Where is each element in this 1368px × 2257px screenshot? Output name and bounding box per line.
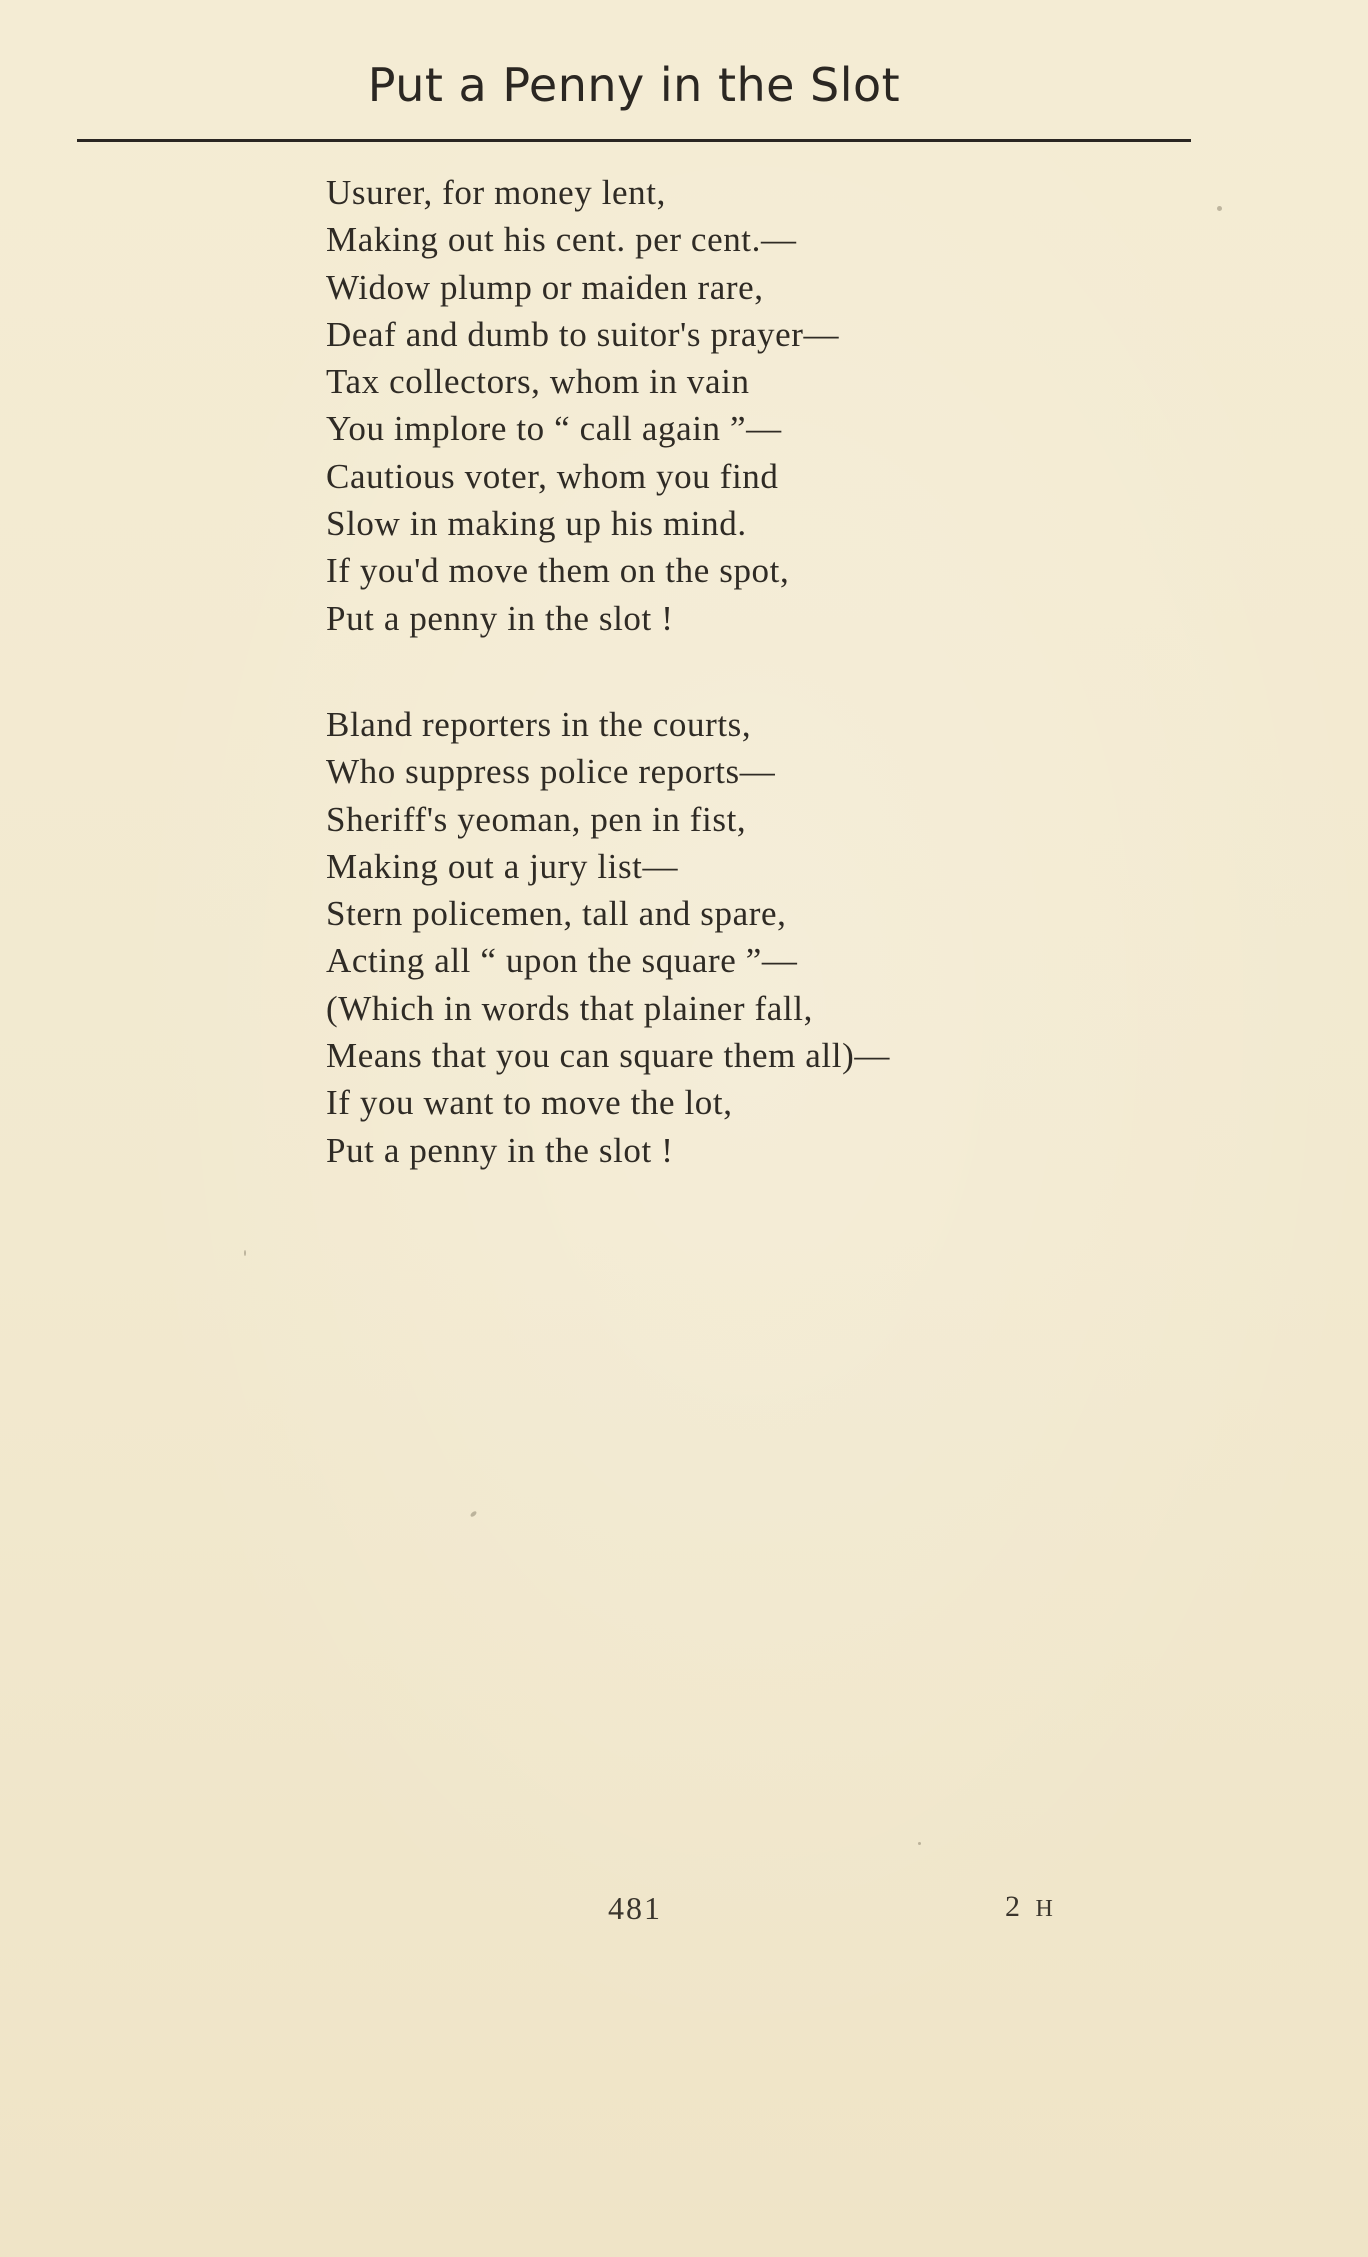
poem-line: Sheriff's yeoman, pen in fist, [326,799,747,839]
poem-line: Bland reporters in the courts, [326,704,752,744]
stanza-1 [326,169,1086,642]
poem-line: Stern policemen, tall and spare, [326,894,787,934]
poem-line: Tax collectors, whom in vain [326,362,750,402]
poem-line: Acting all “ upon the square ”— [326,941,798,981]
poem-line: Usurer, for money lent, [326,173,666,212]
poem-line: You implore to “ call again ”— [326,409,782,449]
poem-line: Slow in making up his mind. [326,504,747,544]
poem-line: Means that you can square them all)— [326,1036,890,1076]
page-number: 481 [608,1890,662,1926]
poem-line: Making out a jury list— [326,846,679,886]
paper-speck [1217,206,1222,211]
poem [326,169,1086,1174]
stanza-2 [326,701,1086,1174]
poem-line: If you want to move the lot, [326,1083,733,1123]
header-rule [77,139,1191,142]
paper-speck [244,1250,246,1256]
poem-line: If you'd move them on the spot, [326,551,790,591]
poem-line: Cautious voter, whom you find [326,456,779,496]
poem-line: Making out his cent. per cent.— [326,220,797,260]
paper-speck [470,1510,478,1518]
poem-line: Who suppress police reports— [326,752,776,792]
signature-number: 2 [1005,1890,1024,1923]
signature-mark [1005,1890,1057,1924]
poem-line: Put a penny in the slot ! [326,598,674,638]
poem-line: (Which in words that plainer fall, [326,988,813,1028]
poem-line: Put a penny in the slot ! [326,1130,674,1170]
poem-line: Deaf and dumb to suitor's prayer— [326,314,840,354]
paper-speck [918,1842,921,1845]
poem-line: Widow plump or maiden rare, [326,267,764,307]
signature-letter: H [1035,1896,1057,1922]
running-head-title: Put a Penny in the Slot [367,58,901,112]
